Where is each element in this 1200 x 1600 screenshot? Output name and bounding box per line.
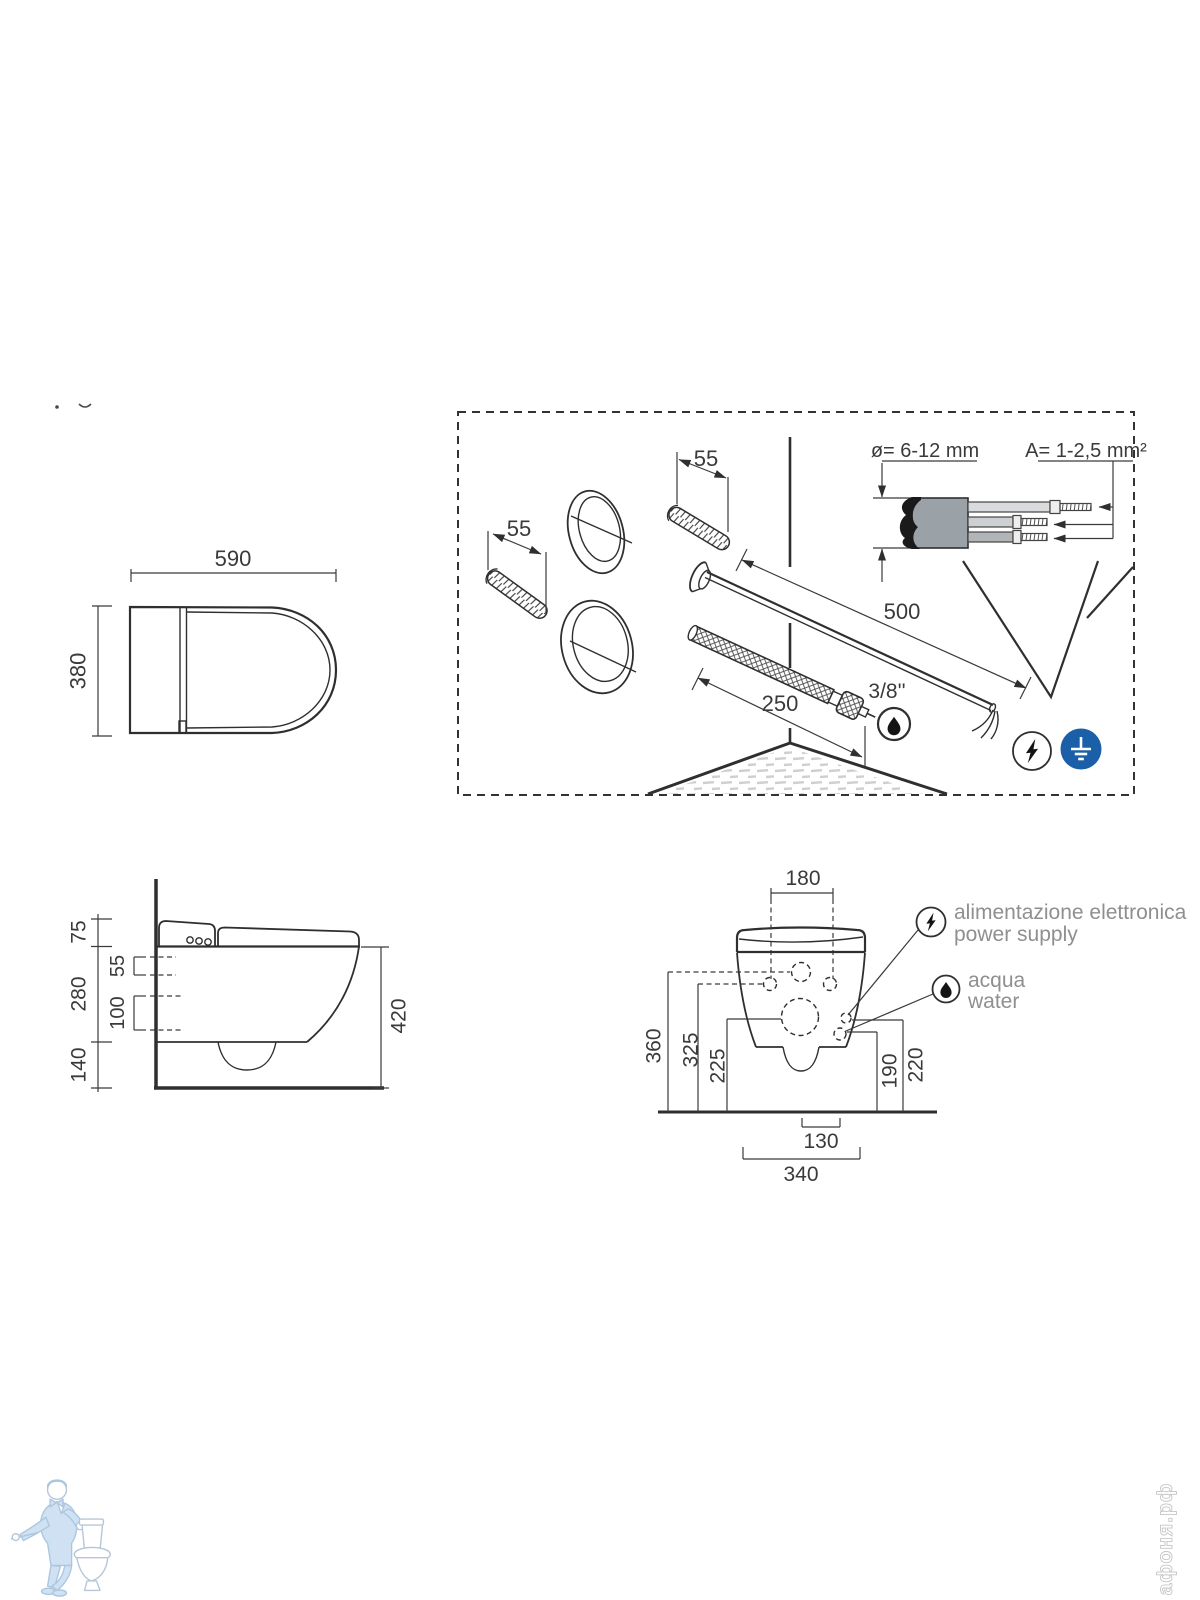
dim-180: 180	[785, 867, 821, 890]
dim-325: 325	[679, 1032, 703, 1068]
side-total-height	[361, 947, 410, 1088]
seat-lid-profile	[218, 928, 359, 947]
dim-cable-500: 500	[883, 599, 921, 624]
fitting-size-label: 3/8''	[868, 680, 906, 703]
lightning-icon	[926, 913, 935, 932]
water-label-en: water	[968, 990, 1020, 1013]
cable-wires	[968, 501, 1091, 544]
water-drop-icon	[878, 708, 910, 740]
rear-view	[642, 867, 1186, 1186]
side-dimension-chain	[67, 914, 112, 1092]
water-label-it: acqua	[968, 969, 1026, 992]
dim-380: 380	[65, 652, 91, 690]
water-legend	[846, 969, 1026, 1031]
dim-225: 225	[706, 1048, 730, 1084]
top-view-depth-dimension	[66, 606, 112, 736]
dim-220: 220	[904, 1047, 928, 1083]
electric-hazard-icon	[1013, 732, 1051, 770]
dim-55: 55	[107, 954, 129, 978]
floor-hatch	[658, 747, 923, 794]
top-view-width-dimension	[131, 546, 336, 582]
dim-hose-250: 250	[761, 691, 799, 716]
dim-340: 340	[783, 1163, 819, 1186]
dim-280: 280	[67, 976, 91, 1012]
control-button	[205, 939, 211, 945]
rear-left-dimensions	[642, 972, 790, 1112]
stray-text-remnant	[55, 404, 91, 409]
side-view	[67, 879, 410, 1092]
dim-140: 140	[67, 1047, 91, 1083]
bowl-front-curve	[307, 947, 359, 1043]
dim-100: 100	[107, 996, 129, 1030]
water-drop-icon	[940, 982, 951, 998]
dim-420: 420	[387, 998, 411, 1034]
rear-right-dimensions	[847, 1020, 927, 1112]
body-right-edge	[846, 953, 865, 1048]
control-button	[196, 938, 202, 944]
dim-75: 75	[67, 920, 91, 944]
dim-130: 130	[803, 1130, 839, 1153]
cable-diameter-label: ø= 6-12 mm	[870, 440, 980, 462]
dashed-border	[458, 412, 1134, 795]
magnifier-callout	[963, 561, 1098, 697]
installation-detail-box	[458, 412, 1147, 795]
top-view	[66, 546, 336, 736]
connection-holes	[764, 963, 852, 1041]
power-label-en: power supply	[954, 923, 1078, 946]
outlet-rear	[783, 1047, 819, 1071]
dim-590: 590	[214, 546, 252, 571]
trap-outline	[218, 1042, 276, 1070]
side-inner-dimensions	[107, 955, 182, 1030]
control-button	[187, 937, 193, 943]
dim-190: 190	[878, 1053, 902, 1089]
site-watermark: афоня.рф	[1154, 1482, 1177, 1596]
wall-plug-upper	[559, 484, 633, 579]
cable-detail	[871, 440, 1147, 697]
earth-ground-icon	[1061, 729, 1102, 770]
dim-360: 360	[642, 1028, 666, 1064]
fixing-screw-right	[664, 446, 732, 554]
wall-plug-lower	[551, 593, 643, 702]
dim-screw-left-55: 55	[506, 516, 532, 541]
rear-bottom-dimensions	[743, 1118, 860, 1186]
body-left-edge	[737, 953, 756, 1048]
plumber-watermark	[11, 1480, 110, 1596]
power-label-it: alimentazione elettronica	[954, 901, 1187, 924]
dim-screw-right-55: 55	[693, 446, 719, 471]
cable-sheath	[912, 498, 968, 548]
wire-section-label: A= 1-2,5 mm²	[1025, 440, 1147, 462]
fixing-screw-left	[483, 516, 551, 622]
